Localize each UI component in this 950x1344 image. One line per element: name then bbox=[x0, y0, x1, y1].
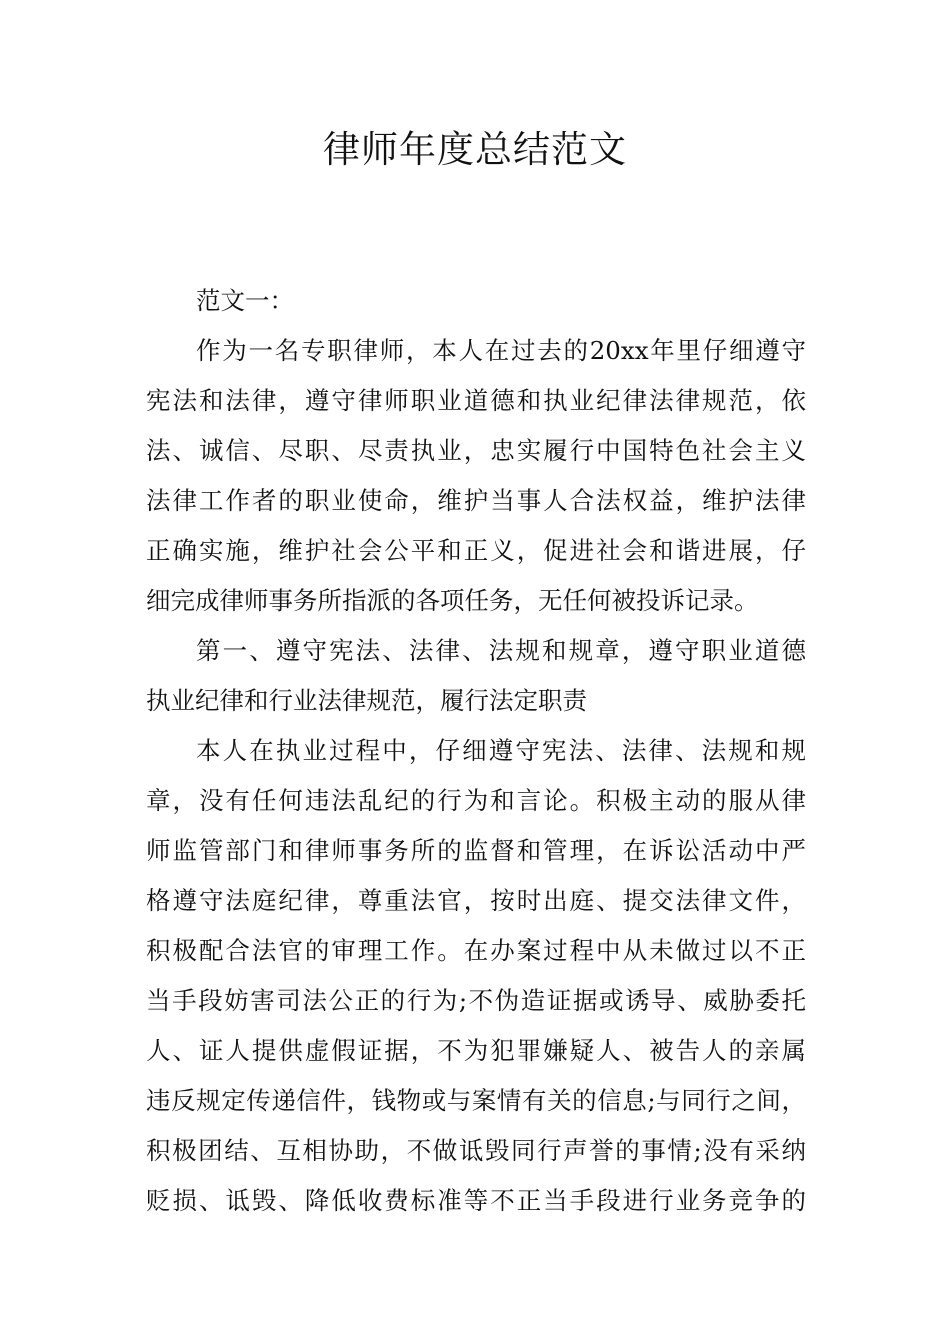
text-line: 第一、遵守宪法、法律、法规和规章，遵守职业道德 bbox=[196, 636, 806, 665]
text-line: 执业纪律和行业法律规范，履行法定职责 bbox=[146, 686, 587, 715]
document-body bbox=[146, 276, 806, 1226]
text-line: 细完成律师事务所指派的各项任务，无任何被投诉记录。 bbox=[146, 586, 759, 615]
text-line: 当手段妨害司法公正的行为;不伪造证据或诱导、威胁委托 bbox=[146, 986, 806, 1015]
text-line: 法、诚信、尽职、尽责执业，忠实履行中国特色社会主义 bbox=[146, 436, 806, 465]
document-title: 律师年度总结范文 bbox=[323, 128, 627, 171]
text-line: 格遵守法庭纪律，尊重法官，按时出庭、提交法律文件， bbox=[146, 886, 806, 915]
text-line: 积极配合法官的审理工作。在办案过程中从未做过以不正 bbox=[146, 936, 806, 965]
text-line: 师监管部门和律师事务所的监督和管理，在诉讼活动中严 bbox=[146, 836, 806, 865]
text-line: 法律工作者的职业使命，维护当事人合法权益，维护法律 bbox=[146, 486, 806, 515]
text-line: 本人在执业过程中，仔细遵守宪法、法律、法规和规 bbox=[196, 736, 806, 765]
text-line: 作为一名专职律师，本人在过去的20xx年里仔细遵守 bbox=[196, 336, 806, 365]
text-line: 贬损、诋毁、降低收费标准等不正当手段进行业务竞争的 bbox=[146, 1186, 806, 1215]
text-line: 宪法和法律，遵守律师职业道德和执业纪律法律规范，依 bbox=[146, 386, 806, 415]
text-line: 积极团结、互相协助，不做诋毁同行声誉的事情;没有采纳 bbox=[146, 1136, 806, 1165]
text-line: 章，没有任何违法乱纪的行为和言论。积极主动的服从律 bbox=[146, 786, 806, 815]
text-line: 范文一： bbox=[196, 286, 294, 315]
text-line: 人、证人提供虚假证据，不为犯罪嫌疑人、被告人的亲属 bbox=[146, 1036, 806, 1065]
text-line: 正确实施，维护社会公平和正义，促进社会和谐进展，仔 bbox=[146, 536, 806, 565]
text-line: 违反规定传递信件，钱物或与案情有关的信息;与同行之间， bbox=[146, 1086, 806, 1115]
